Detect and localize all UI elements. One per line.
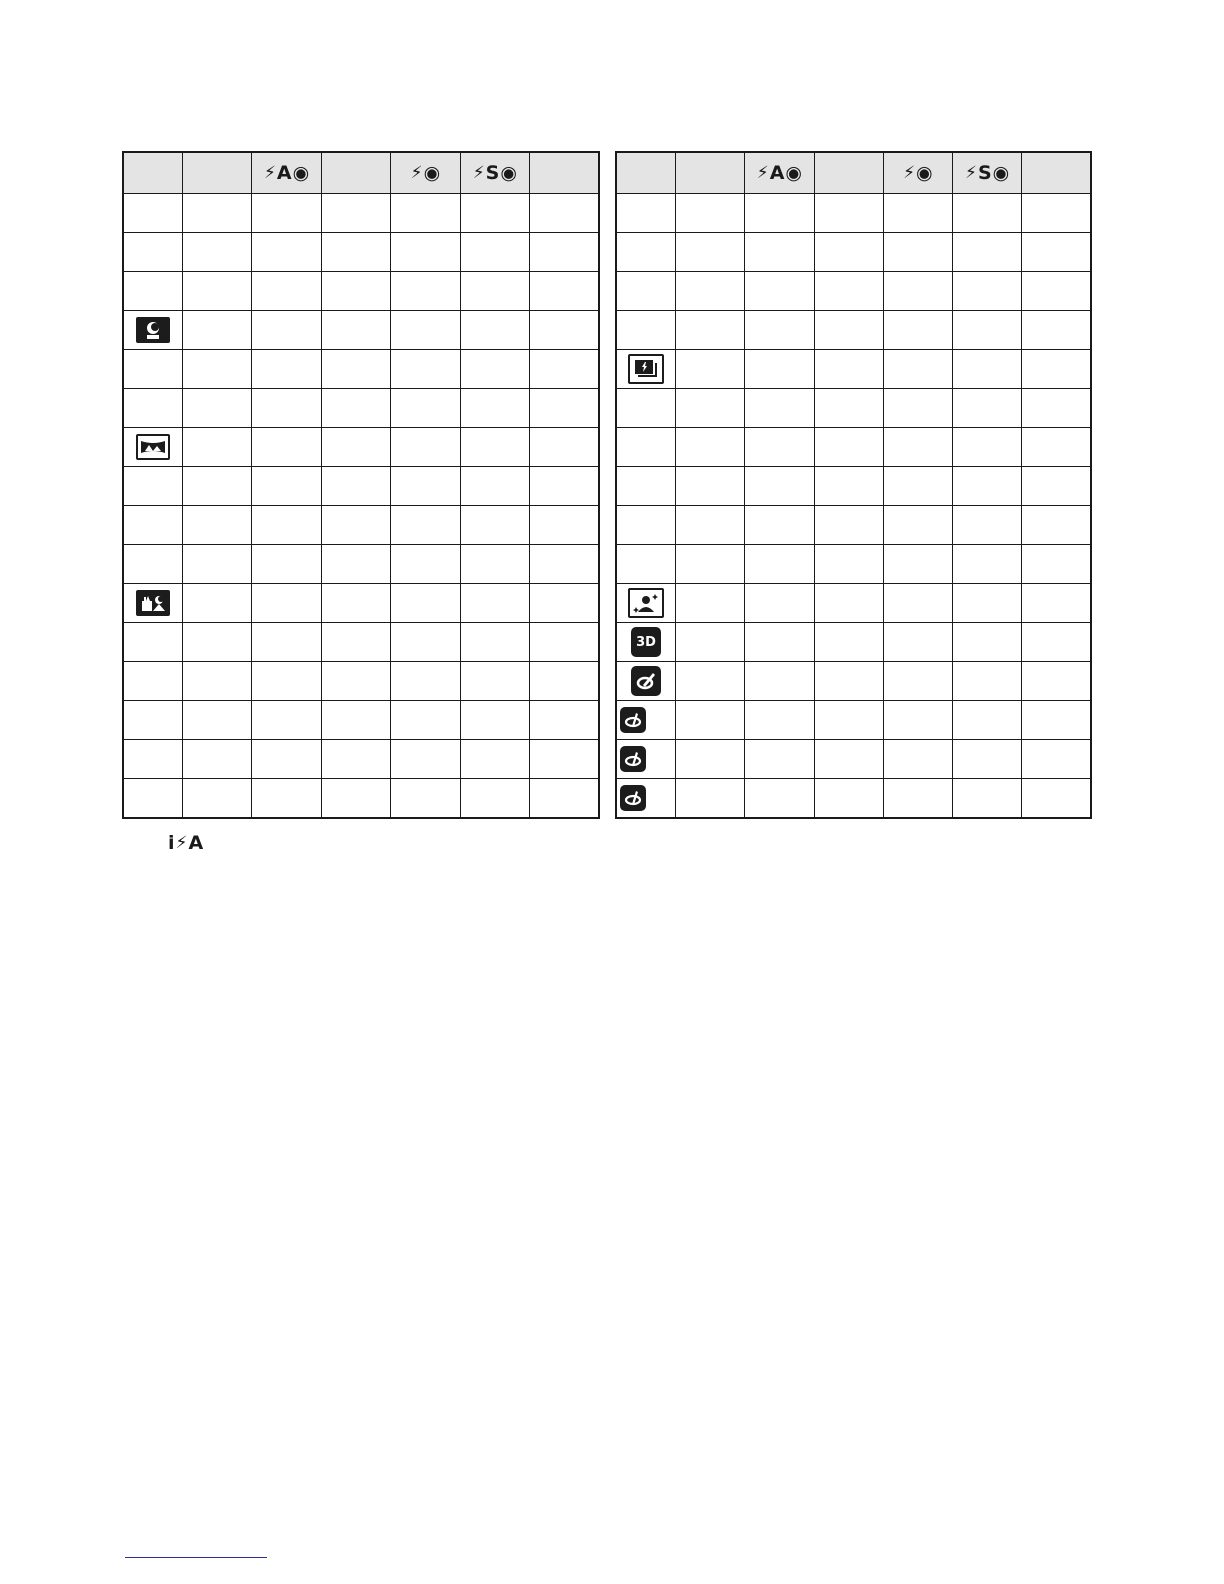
flash-mode-cell (530, 701, 599, 740)
footnote (168, 832, 203, 854)
flash-mode-cell (814, 701, 883, 740)
flash-mode-cell (460, 506, 529, 545)
flash-mode-cell (530, 272, 599, 311)
scene-cell (616, 428, 676, 467)
flash-mode-cell (1022, 506, 1091, 545)
header-cell-forced-off (530, 152, 599, 194)
flash-mode-cell (252, 545, 321, 584)
flash-mode-cell (676, 662, 745, 701)
flash-mode-cell (391, 272, 460, 311)
table-row (616, 740, 1091, 779)
flash-mode-cell (953, 272, 1022, 311)
flash-mode-cell (814, 779, 883, 819)
flash-mode-cell (183, 272, 252, 311)
flash-bolt-icon: ⚡ (175, 833, 188, 853)
panorama-icon (136, 434, 170, 460)
auto-red-eye-flash-icon: ⚡ A ◉ (756, 161, 802, 184)
flash-mode-cell (460, 779, 529, 819)
flash-mode-cell (745, 662, 814, 701)
flash-mode-cell (1022, 623, 1091, 662)
footnote-prefix: i (168, 832, 175, 854)
flash-mode-cell (745, 701, 814, 740)
table-row (616, 779, 1091, 819)
scene-cell (123, 194, 183, 233)
forced-red-eye-flash-icon: ⚡ ◉ (410, 161, 441, 184)
flash-mode-cell (953, 350, 1022, 389)
flash-mode-cell (953, 389, 1022, 428)
flash-mode-cell (321, 428, 390, 467)
flash-mode-cell (676, 740, 745, 779)
flash-mode-cell (460, 194, 529, 233)
flash-mode-cell (814, 194, 883, 233)
table-row (616, 311, 1091, 350)
slow-sync-red-eye-flash-icon: ⚡ S ◉ (965, 161, 1010, 184)
flash-mode-cell (321, 584, 390, 623)
table-row (616, 623, 1091, 662)
flash-mode-cell (183, 389, 252, 428)
flash-mode-cell (883, 272, 952, 311)
flash-burst-icon (628, 354, 664, 384)
flash-mode-cell (676, 272, 745, 311)
table-row (123, 389, 599, 428)
flash-mode-cell (1022, 467, 1091, 506)
flash-mode-cell (883, 623, 952, 662)
flash-mode-cell (252, 272, 321, 311)
flash-mode-cell (953, 311, 1022, 350)
flash-mode-cell (460, 428, 529, 467)
flash-mode-cell (953, 194, 1022, 233)
flash-mode-cell (953, 623, 1022, 662)
header-row (123, 152, 599, 194)
flash-mode-cell (391, 779, 460, 819)
header-cell-forced-red-eye (883, 152, 952, 194)
flash-mode-cell (1022, 194, 1091, 233)
flash-mode-cell (814, 545, 883, 584)
table-row (123, 779, 599, 819)
flash-mode-cell (1022, 233, 1091, 272)
flash-mode-cell (883, 779, 952, 819)
scene-cell (123, 779, 183, 819)
flash-mode-cell (814, 740, 883, 779)
flash-mode-cell (391, 194, 460, 233)
flash-mode-cell (252, 428, 321, 467)
table-row (616, 506, 1091, 545)
flash-mode-cell (676, 389, 745, 428)
forced-red-eye-flash-icon: ⚡ ◉ (903, 161, 933, 184)
table-row (616, 233, 1091, 272)
flash-table-left (122, 151, 600, 819)
flash-mode-cell (321, 272, 390, 311)
scene-cell (616, 194, 676, 233)
flash-mode-cell (391, 233, 460, 272)
table-row (123, 701, 599, 740)
flash-mode-cell (321, 506, 390, 545)
flash-mode-cell (530, 584, 599, 623)
scene-cell (123, 467, 183, 506)
flash-mode-cell (530, 311, 599, 350)
table-row (123, 584, 599, 623)
flash-mode-cell (321, 623, 390, 662)
scene-cell (616, 233, 676, 272)
flash-mode-cell (321, 233, 390, 272)
flash-mode-cell (953, 467, 1022, 506)
flash-mode-cell (745, 233, 814, 272)
scene-cell (616, 545, 676, 584)
flash-mode-cell (883, 740, 952, 779)
table-row (123, 233, 599, 272)
table-row (616, 272, 1091, 311)
table-row (616, 662, 1091, 701)
flash-mode-cell (883, 311, 952, 350)
scene-cell (616, 740, 676, 779)
flash-mode-cell (1022, 428, 1091, 467)
flash-mode-cell (321, 311, 390, 350)
page-rule (125, 1557, 267, 1558)
table-row (616, 428, 1091, 467)
flash-mode-cell (530, 194, 599, 233)
flash-mode-cell (460, 467, 529, 506)
flash-mode-cell (745, 194, 814, 233)
creative-control-icon (631, 666, 661, 696)
scene-cell (123, 740, 183, 779)
flash-mode-cell (321, 779, 390, 819)
header-cell-forced-on (321, 152, 390, 194)
header-row (616, 152, 1091, 194)
flash-mode-cell (530, 740, 599, 779)
header-cell-scene (616, 152, 676, 194)
flash-mode-cell (676, 233, 745, 272)
flash-mode-cell (252, 389, 321, 428)
flash-mode-cell (814, 311, 883, 350)
flash-mode-cell (460, 389, 529, 428)
flash-mode-cell (183, 623, 252, 662)
flash-mode-cell (676, 545, 745, 584)
header-cell-forced-red-eye (391, 152, 460, 194)
flash-mode-cell (460, 350, 529, 389)
flash-mode-cell (953, 740, 1022, 779)
flash-mode-cell (460, 584, 529, 623)
flash-mode-cell (1022, 584, 1091, 623)
scene-cell (123, 584, 183, 623)
flash-mode-cell (460, 545, 529, 584)
flash-mode-cell (183, 467, 252, 506)
header-cell-scene (123, 152, 183, 194)
flash-mode-cell (1022, 311, 1091, 350)
flash-mode-cell (391, 467, 460, 506)
flash-mode-cell (530, 662, 599, 701)
flash-mode-cell (252, 584, 321, 623)
scene-cell (616, 350, 676, 389)
flash-mode-cell (530, 506, 599, 545)
flash-mode-cell (183, 584, 252, 623)
flash-mode-cell (814, 623, 883, 662)
flash-mode-cell (321, 740, 390, 779)
scene-cell (123, 623, 183, 662)
flash-mode-cell (883, 467, 952, 506)
table-row (123, 272, 599, 311)
glamour-retouch-icon (628, 588, 664, 618)
flash-mode-cell (953, 545, 1022, 584)
scene-cell (616, 272, 676, 311)
flash-mode-cell (183, 779, 252, 819)
flash-table-right (615, 151, 1092, 819)
flash-mode-cell (745, 467, 814, 506)
flash-mode-cell (391, 311, 460, 350)
header-cell-slow-red-eye (953, 152, 1022, 194)
scene-cell (616, 623, 676, 662)
flash-mode-cell (814, 662, 883, 701)
flash-mode-cell (321, 389, 390, 428)
flash-mode-cell (530, 428, 599, 467)
flash-mode-cell (745, 272, 814, 311)
auto-red-eye-flash-icon: ⚡ A ◉ (263, 161, 310, 184)
flash-mode-cell (676, 311, 745, 350)
flash-mode-cell (391, 350, 460, 389)
flash-mode-cell (1022, 740, 1091, 779)
3d-icon: 3D (631, 627, 661, 657)
flash-mode-cell (183, 506, 252, 545)
flash-mode-cell (953, 506, 1022, 545)
flash-mode-cell (953, 662, 1022, 701)
table-row (123, 467, 599, 506)
flash-mode-cell (183, 194, 252, 233)
flash-mode-cell (252, 701, 321, 740)
flash-mode-cell (391, 545, 460, 584)
flash-mode-cell (814, 506, 883, 545)
flash-mode-cell (814, 584, 883, 623)
flash-mode-cell (183, 662, 252, 701)
table-row (616, 701, 1091, 740)
flash-mode-cell (745, 350, 814, 389)
flash-mode-cell (183, 545, 252, 584)
flash-mode-cell (814, 350, 883, 389)
custom-setting-icon (620, 746, 646, 772)
flash-mode-cell (530, 623, 599, 662)
scene-cell (616, 584, 676, 623)
flash-mode-cell (460, 272, 529, 311)
flash-mode-cell (252, 350, 321, 389)
flash-mode-cell (252, 506, 321, 545)
flash-mode-cell (745, 311, 814, 350)
flash-mode-cell (814, 233, 883, 272)
flash-mode-cell (321, 662, 390, 701)
flash-mode-cell (745, 506, 814, 545)
flash-mode-cell (321, 545, 390, 584)
flash-mode-cell (252, 662, 321, 701)
header-cell-auto (183, 152, 252, 194)
flash-mode-cell (321, 194, 390, 233)
header-cell-auto (676, 152, 745, 194)
flash-mode-cell (460, 623, 529, 662)
flash-mode-cell (745, 389, 814, 428)
flash-mode-cell (814, 272, 883, 311)
flash-mode-cell (745, 623, 814, 662)
table-row (616, 584, 1091, 623)
flash-mode-cell (883, 350, 952, 389)
flash-mode-cell (883, 701, 952, 740)
scene-cell (123, 662, 183, 701)
flash-mode-cell (676, 350, 745, 389)
flash-mode-cell (953, 701, 1022, 740)
flash-mode-cell (814, 467, 883, 506)
header-cell-slow-red-eye (460, 152, 529, 194)
flash-mode-cell (530, 467, 599, 506)
flash-mode-cell (1022, 272, 1091, 311)
slow-sync-red-eye-flash-icon: ⚡ S ◉ (472, 161, 517, 184)
flash-mode-cell (883, 233, 952, 272)
flash-mode-cell (676, 428, 745, 467)
flash-mode-cell (183, 350, 252, 389)
flash-mode-cell (252, 779, 321, 819)
flash-mode-cell (460, 740, 529, 779)
scene-cell (123, 701, 183, 740)
handheld-night-shot-icon (136, 590, 170, 616)
flash-mode-cell (745, 584, 814, 623)
table-row (616, 389, 1091, 428)
scene-cell (616, 506, 676, 545)
flash-mode-cell (183, 233, 252, 272)
scene-cell (616, 389, 676, 428)
flash-mode-cell (745, 428, 814, 467)
flash-mode-cell (391, 584, 460, 623)
table-row (123, 740, 599, 779)
flash-mode-cell (676, 194, 745, 233)
table-row (123, 506, 599, 545)
header-cell-auto-red-eye (745, 152, 814, 194)
flash-mode-cell (883, 662, 952, 701)
flash-mode-cell (252, 233, 321, 272)
flash-mode-cell (391, 428, 460, 467)
flash-mode-cell (814, 428, 883, 467)
flash-mode-cell (745, 740, 814, 779)
flash-mode-cell (745, 545, 814, 584)
flash-mode-cell (883, 389, 952, 428)
flash-mode-cell (1022, 779, 1091, 819)
footnote-suffix: A (188, 832, 204, 854)
flash-mode-cell (953, 779, 1022, 819)
flash-mode-cell (676, 506, 745, 545)
flash-mode-cell (953, 428, 1022, 467)
scene-cell (123, 389, 183, 428)
flash-mode-cell (883, 506, 952, 545)
flash-mode-cell (321, 350, 390, 389)
scene-cell (616, 701, 676, 740)
flash-mode-cell (953, 584, 1022, 623)
flash-mode-cell (252, 311, 321, 350)
scene-cell (616, 779, 676, 819)
flash-mode-cell (676, 584, 745, 623)
custom-setting-icon (620, 707, 646, 733)
flash-mode-cell (321, 701, 390, 740)
flash-mode-cell (883, 584, 952, 623)
table-row (123, 623, 599, 662)
flash-mode-cell (883, 428, 952, 467)
scene-cell (123, 506, 183, 545)
flash-mode-cell (183, 311, 252, 350)
flash-mode-cell (953, 233, 1022, 272)
custom-setting-icon (620, 785, 646, 811)
scene-cell (616, 662, 676, 701)
flash-mode-cell (183, 428, 252, 467)
flash-mode-cell (676, 623, 745, 662)
scene-cell (123, 350, 183, 389)
table-row (616, 545, 1091, 584)
flash-mode-cell (252, 467, 321, 506)
flash-mode-cell (530, 350, 599, 389)
flash-mode-cell (183, 701, 252, 740)
table-row (616, 467, 1091, 506)
flash-mode-cell (321, 467, 390, 506)
table-row (123, 350, 599, 389)
flash-mode-cell (1022, 662, 1091, 701)
scene-cell (123, 272, 183, 311)
flash-mode-cell (530, 233, 599, 272)
flash-mode-cell (391, 662, 460, 701)
flash-mode-cell (252, 623, 321, 662)
flash-mode-cell (391, 389, 460, 428)
scene-cell (123, 311, 183, 350)
table-row (123, 545, 599, 584)
flash-mode-cell (530, 779, 599, 819)
scene-cell (123, 428, 183, 467)
scene-cell (616, 311, 676, 350)
flash-mode-cell (530, 389, 599, 428)
flash-mode-cell (183, 740, 252, 779)
flash-mode-cell (676, 701, 745, 740)
header-cell-auto-red-eye (252, 152, 321, 194)
night-portrait-icon (136, 317, 170, 343)
flash-mode-cell (676, 467, 745, 506)
table-row (123, 428, 599, 467)
flash-mode-cell (391, 701, 460, 740)
scene-cell (123, 233, 183, 272)
table-row (123, 311, 599, 350)
flash-mode-cell (745, 779, 814, 819)
flash-mode-cell (530, 545, 599, 584)
flash-mode-cell (391, 506, 460, 545)
flash-mode-cell (676, 779, 745, 819)
table-row (616, 350, 1091, 389)
flash-mode-cell (883, 194, 952, 233)
flash-mode-cell (460, 701, 529, 740)
header-cell-forced-on (814, 152, 883, 194)
scene-cell (123, 545, 183, 584)
flash-mode-cell (460, 662, 529, 701)
flash-mode-cell (1022, 350, 1091, 389)
flash-mode-cell (1022, 545, 1091, 584)
scene-cell (616, 467, 676, 506)
table-row (123, 662, 599, 701)
flash-mode-cell (391, 623, 460, 662)
flash-mode-cell (460, 233, 529, 272)
table-row (616, 194, 1091, 233)
flash-mode-cell (883, 545, 952, 584)
flash-mode-cell (252, 194, 321, 233)
flash-mode-cell (391, 740, 460, 779)
flash-mode-cell (814, 389, 883, 428)
header-cell-forced-off (1022, 152, 1091, 194)
flash-mode-cell (1022, 389, 1091, 428)
flash-mode-cell (1022, 701, 1091, 740)
flash-mode-cell (252, 740, 321, 779)
table-row (123, 194, 599, 233)
flash-mode-cell (460, 311, 529, 350)
